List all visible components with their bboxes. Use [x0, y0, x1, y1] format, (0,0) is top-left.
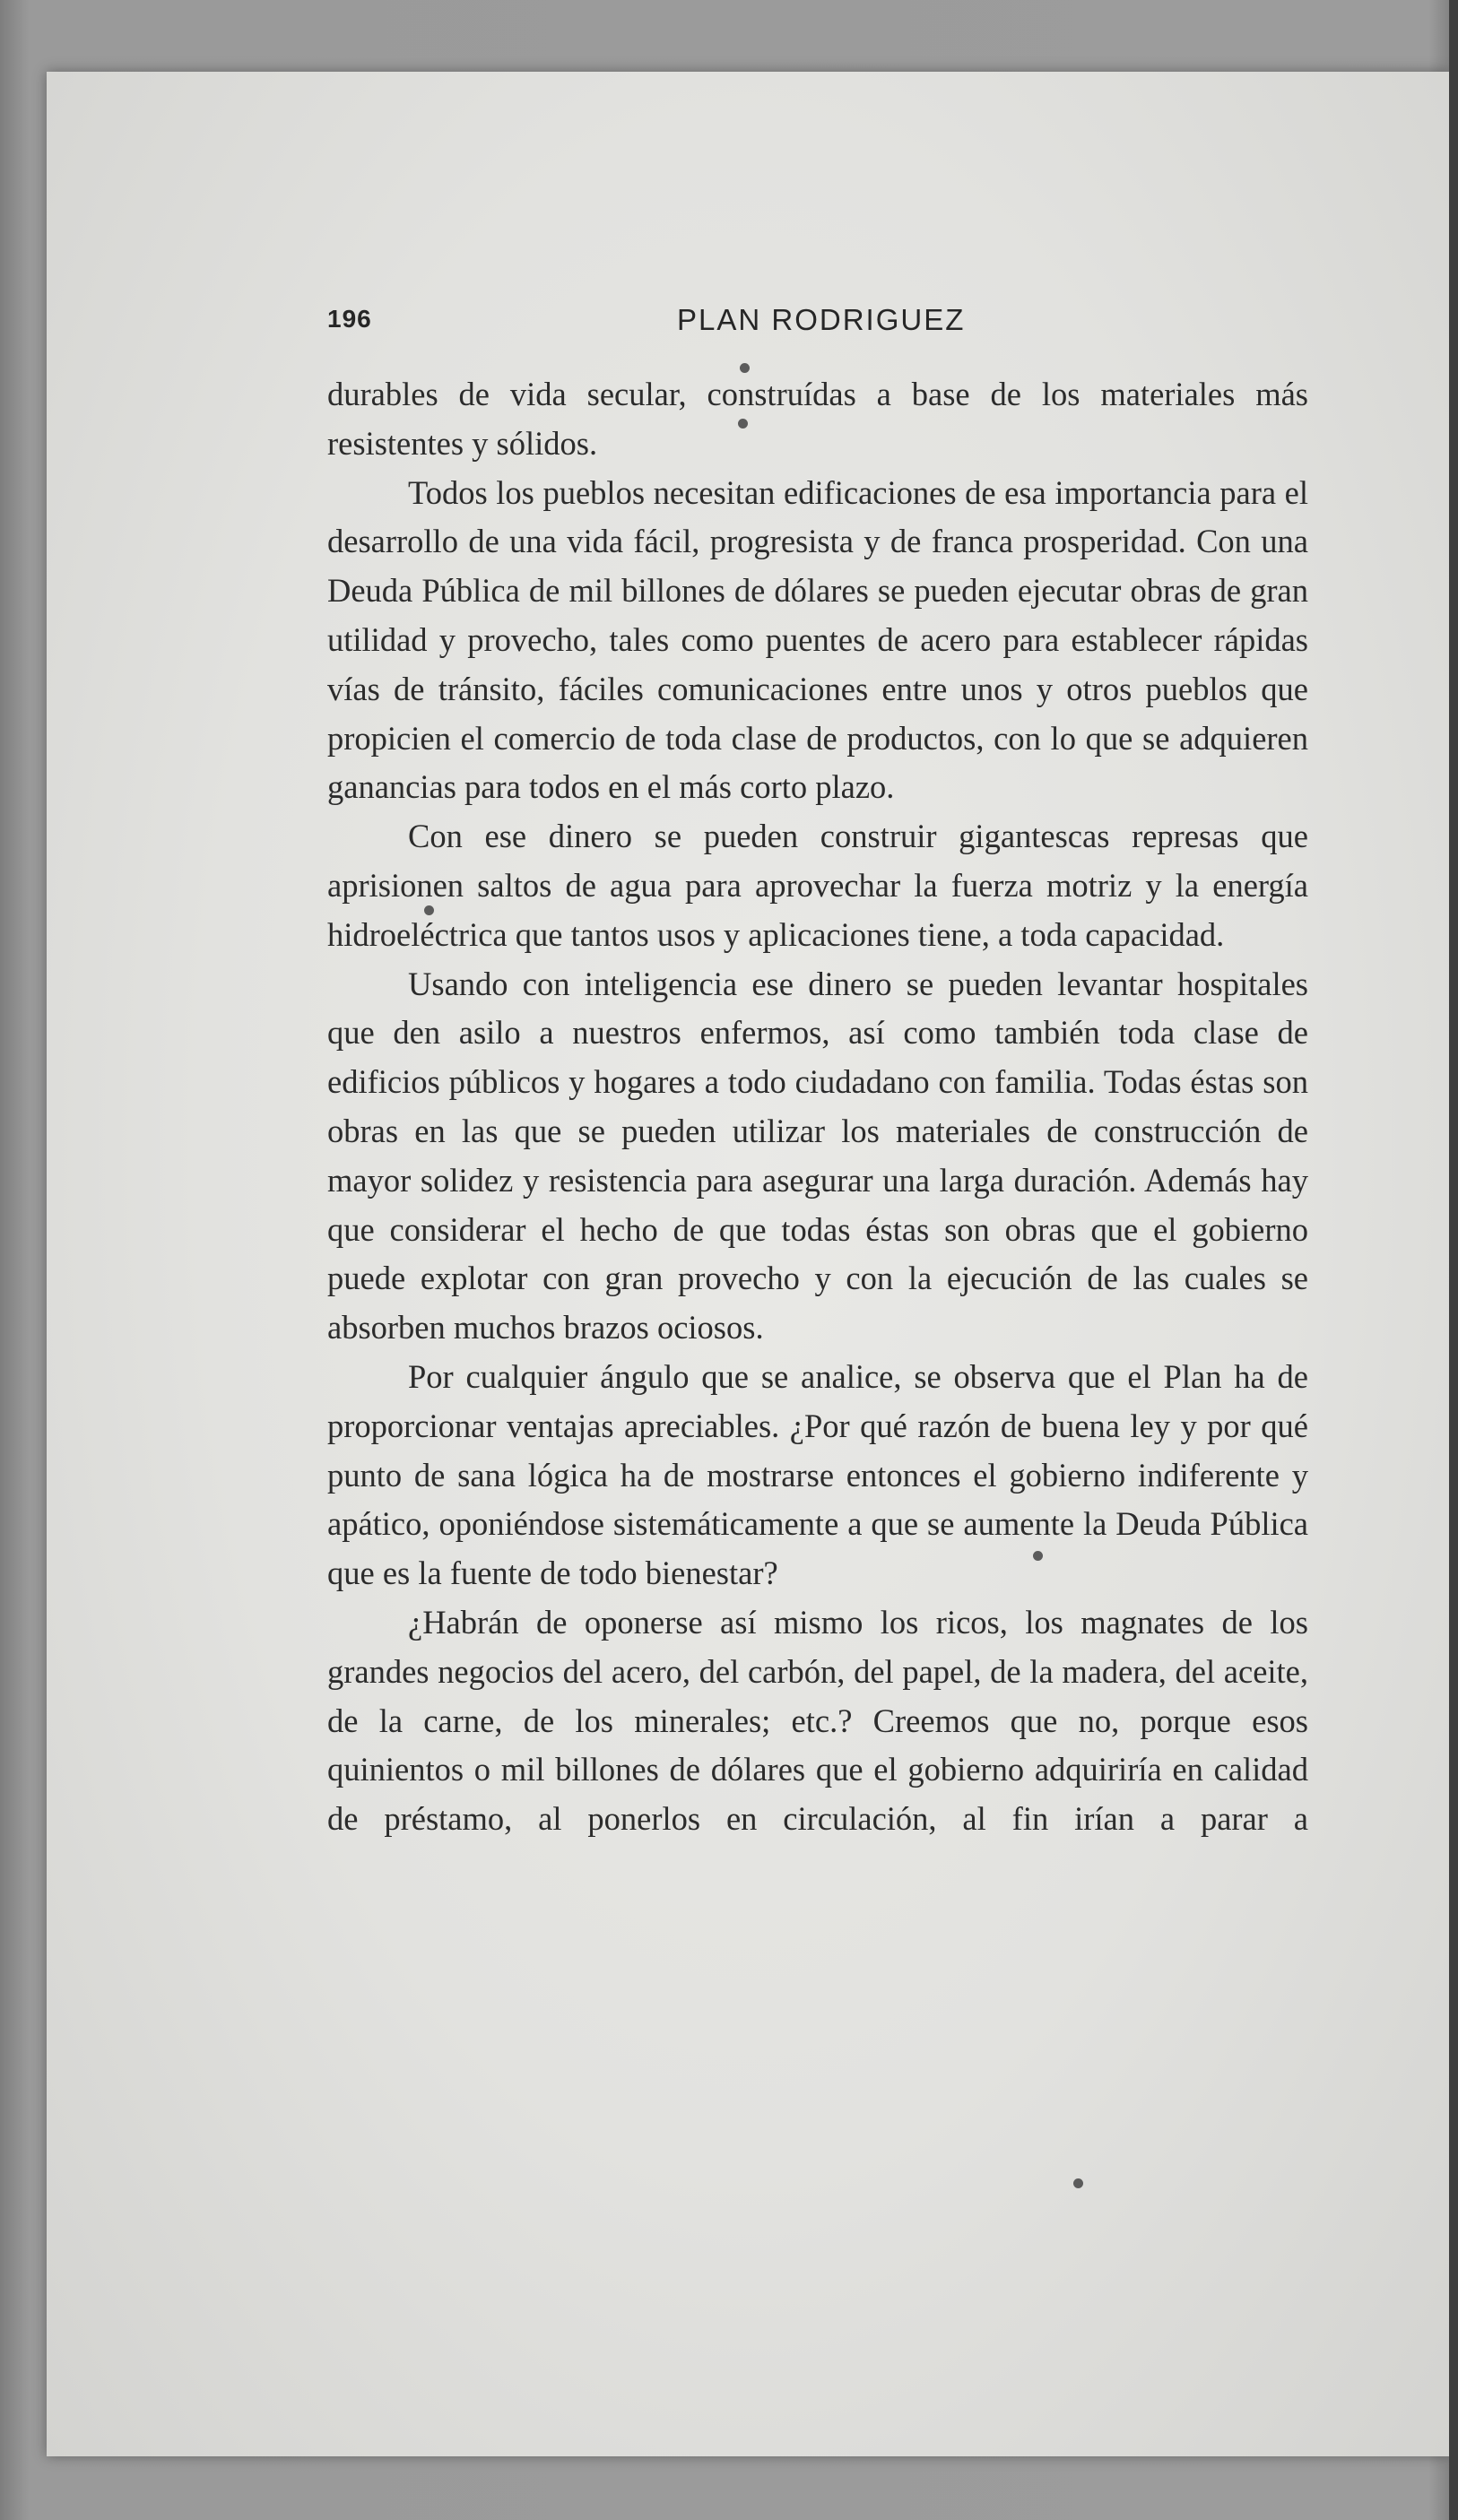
paragraph-6: ¿Habrán de oponerse así mismo los ricos, los magnates de los grandes negocios del acero, del carbón, del papel, de la madera, del aceite, de la carne, de los minerales; etc.? Creemos que no, porque esos quinientos o mil billones de dólares que el gobierno adquiriría en calidad de préstamo, al ponerlos en circulación, al fin irían a parar a — [327, 1603, 1308, 1838]
ink-speck — [740, 363, 750, 373]
page-header — [327, 296, 1332, 350]
ink-speck — [738, 419, 748, 429]
paragraph-4: Usando con inteligencia ese dinero se pueden levantar hospitales que den asilo a nuestros enfermos, así como también toda clase de edificios públicos y hogares a todo ciudadano con familia. Todas éstas son obras en las que se pueden utilizar los materiales de construcción de mayor solidez y resistencia para asegurar una larga duración. Además hay que considerar el hecho de que todas éstas son obras que el gobierno puede explotar con gran provecho y con la ejecución de las cuales se absorben muchos brazos ociosos. — [327, 965, 1308, 1347]
ink-speck — [424, 905, 434, 915]
ink-speck — [1073, 2178, 1083, 2188]
page-number: 196 — [327, 305, 372, 333]
ink-speck — [1033, 1551, 1043, 1561]
scan-edge-shadow — [1449, 0, 1458, 2520]
running-head: PLAN RODRIGUEZ — [677, 303, 966, 336]
body-text — [327, 370, 1308, 1844]
paragraph-2: Todos los pueblos necesitan edificaciones de esa importancia para el desarrollo de una vida fácil, progresista y de franca prosperidad. Con una Deuda Pública de mil billones de dólares se pueden ejecutar obras de gran utilidad y provecho, tales como puentes de acero para establecer rápidas vías de tránsito, fáciles comunicaciones entre unos y otros pueblos que propicien el comercio de toda clase de productos, con lo que se adquieren ganancias para todos en el más corto plazo. — [327, 473, 1308, 806]
paragraph-3: Con ese dinero se pueden construir gigantescas represas que aprisionen saltos de agua para aprovechar la fuerza motriz y la energía hidroeléctrica que tantos usos y aplicaciones tiene, a toda capacidad. — [327, 818, 1308, 953]
paragraph-1: durables de vida secular, construídas a base de los materiales más resistentes y sólidos. — [327, 376, 1308, 462]
paragraph-5: Por cualquier ángulo que se analice, se observa que el Plan ha de proporcionar ventajas apreciables. ¿Por qué razón de buena ley y por qué punto de sana lógica ha de mostrarse entonces el gobierno indiferente y apático, oponiéndose sistemáticamente a que se aumente la Deuda Pública que es la fuente de todo bienestar? — [327, 1357, 1308, 1592]
